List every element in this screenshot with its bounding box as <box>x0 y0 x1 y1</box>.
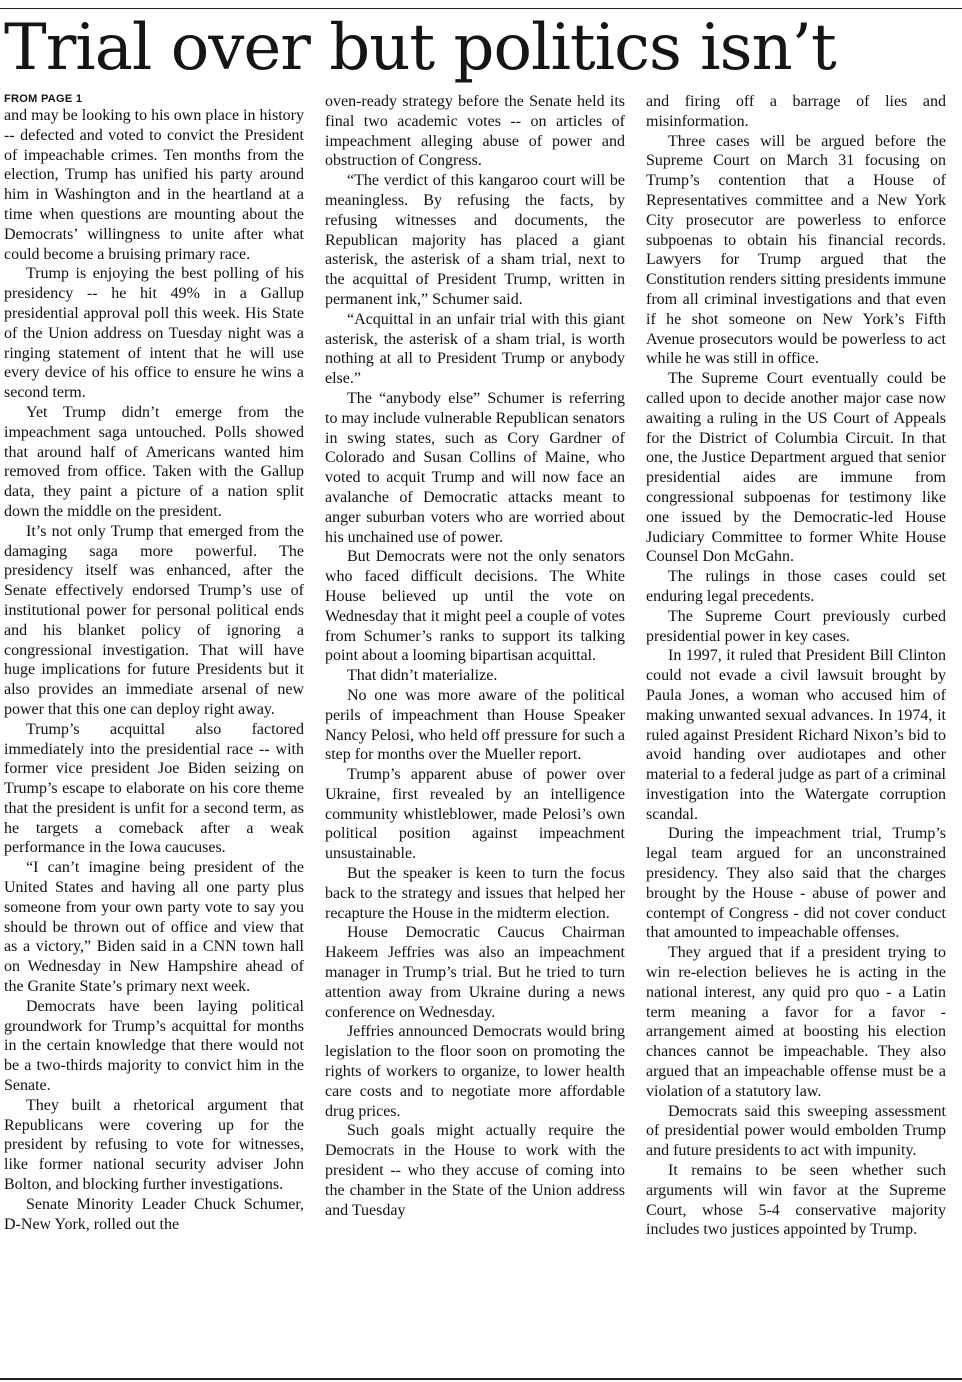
article-body <box>4 92 948 1374</box>
paragraph: Jeffries announced Democrats would bring legislation to the floor soon on promoting the rights of workers to organize, to lower health care costs and to negotiate more affordable drug prices. <box>325 1023 625 1120</box>
paragraph: The Supreme Court previously curbed presidential power in key cases. <box>646 607 946 645</box>
paragraph: They argued that if a president trying to win re-election believes he is acting in the national interest, any quid pro quo - a Latin term meaning a favor for a favor - arrangement aimed at boosting his election chances cannot be impeachable. They also argued that an impeachable offense must be a violation of a statutory law. <box>646 944 946 1100</box>
paragraph: “I can’t imagine being president of the United States and having all one party plus someone from your own party vote to say you should be thrown out of office and view that as a victory,” Biden said in a CNN town hall on Wednesday in New Hampshire ahead of the Granite State’s primary next week. <box>4 859 304 996</box>
paragraph: It remains to be seen whether such arguments will win favor at the Supreme Court, whose 5-4 conservative majority includes two justices appointed by Trump. <box>646 1162 946 1239</box>
paragraph: House Democratic Caucus Chairman Hakeem Jeffries was also an impeachment manager in Trump’s trial. But he tried to turn attention away from Ukraine during a news conference on Wednesday. <box>325 924 625 1021</box>
paragraph: and firing off a barrage of lies and misinformation. <box>646 93 946 130</box>
paragraph: The “anybody else” Schumer is referring to may include vulnerable Republican senators in swing states, such as Cory Gardner of Colorado and Susan Collins of Maine, who voted to acquit Trump and will now face an avalanche of Democratic attacks meant to anger suburban voters who are worried about his unchained use of power. <box>325 389 625 546</box>
paragraph: Democrats said this sweeping assessment of presidential power would embolden Trump and future presidents to act with impunity. <box>646 1102 946 1160</box>
paragraph: Such goals might actually require the Democrats in the House to work with the president -- who they accuse of coming into the chamber in the State of the Union address and Tuesday <box>325 1122 625 1219</box>
column-3 <box>646 92 946 1374</box>
paragraph: But the speaker is keen to turn the focus back to the strategy and issues that helped her recapture the House in the midterm election. <box>325 865 625 922</box>
paragraph: Trump’s apparent abuse of power over Ukraine, first revealed by an intelligence community whistleblower, made Pelosi’s own political position against impeachment unsustainable. <box>325 766 625 863</box>
bottom-rule <box>0 1378 962 1380</box>
paragraph: No one was more aware of the political perils of impeachment than House Speaker Nancy Pelosi, who held off pressure for such a step for months over the Mueller report. <box>325 686 625 764</box>
paragraph: Three cases will be argued before the Supreme Court on March 31 focusing on Trump’s contention that a House of Representatives committee and a New York City prosecutor are powerless to enforce subpoenas to obtain his financial records. Lawyers for Trump argued that the Constitution renders sitting presidents immune from all criminal investigations and that even if he shot someone on New York’s Fifth Avenue prosecutors would be powerless to act while he was still in office. <box>646 132 946 368</box>
headline: Trial over but politics isn’t <box>4 11 836 85</box>
paragraph: The Supreme Court eventually could be called upon to decide another major case now awaiting a ruling in the US Court of Appeals for the District of Columbia Circuit. In that one, the Justice Department argued that senior presidential aides are immune from congressional subpoenas for testimony like one issued by the Democratic-led House Judiciary Committee to former White House Counsel Don McGahn. <box>646 370 946 566</box>
paragraph: Trump’s acquittal also factored immediately into the presidential race -- with former vice president Joe Biden seizing on Trump’s escape to elaborate on his core theme that the president is unfit for a second term, as he targets a comeback after a weak performance in the Iowa caucuses. <box>4 720 304 857</box>
paragraph: oven-ready strategy before the Senate held its final two academic votes -- on articles of impeachment alleging abuse of power and obstruction of Congress. <box>325 93 625 170</box>
paragraph: Democrats have been laying political groundwork for Trump’s acquittal for months in the certain knowledge that there would not be a two-thirds majority to convict him in the Senate. <box>4 997 304 1095</box>
paragraph: Senate Minority Leader Chuck Schumer, D-New York, rolled out the <box>4 1195 304 1233</box>
column-1 <box>4 92 304 1374</box>
paragraph: It’s not only Trump that emerged from the damaging saga more powerful. The presidency itself was enhanced, after the Senate effectively endorsed Trump’s use of institutional power for personal political ends and his blanket policy of ignoring a congressional investigation. That will have huge implications for future Presidents but it also provides an immediate arsenal of new power that this one can deploy right away. <box>4 522 304 718</box>
paragraph: and may be looking to his own place in history -- defected and voted to convict the President of impeachable crimes. Ten months from the election, Trump has unified his party around him in Washington and in the heartland at a time when questions are mounting about the Democrats’ willingness to unite after what could become a bruising primary race. <box>4 107 304 263</box>
top-rule <box>0 8 962 9</box>
paragraph: “The verdict of this kangaroo court will be meaningless. By refusing the facts, by refusing witnesses and documents, the Republican majority has placed a giant asterisk, the asterisk of a sham trial, next to the acquittal of President Trump, written in permanent ink,” Schumer said. <box>325 172 625 308</box>
paragraph: In 1997, it ruled that President Bill Clinton could not evade a civil lawsuit brought by Paula Jones, a woman who accused him of making unwanted sexual advances. In 1974, it ruled against President Richard Nixon’s bid to avoid handing over audiotapes and other material to a federal judge as part of a criminal investigation into the Watergate corruption scandal. <box>646 647 946 823</box>
paragraph: The rulings in those cases could set enduring legal precedents. <box>646 568 946 605</box>
paragraph: That didn’t materialize. <box>347 667 498 685</box>
paragraph: Yet Trump didn’t emerge from the impeachment saga untouched. Polls showed that around half of Americans wanted him removed from office. Taken with the Gallup data, they paint a picture of a nation split down the middle on the president. <box>4 403 304 520</box>
paragraph: But Democrats were not the only senators who faced difficult decisions. The White House believed up until the vote on Wednesday that it might peel a couple of votes from Schumer’s ranks to support its talking point about a looming bipartisan acquittal. <box>325 548 625 665</box>
paragraph: “Acquittal in an unfair trial with this giant asterisk, the asterisk of a sham trial, is worth nothing at all to President Trump or anybody else.” <box>325 310 625 388</box>
column-2 <box>325 92 625 1374</box>
paragraph: Trump is enjoying the best polling of his presidency -- he hit 49% in a Gallup presidential approval poll this week. His State of the Union address on Tuesday night was a ringing statement of intent that he will use every device of his office to ensure he wins a second term. <box>4 265 304 402</box>
jump-label: FROM PAGE 1 <box>4 93 83 105</box>
paragraph: They built a rhetorical argument that Republicans were covering up for the president by refusing to vote for witnesses, like former national security adviser John Bolton, and blocking further investigations. <box>4 1096 304 1194</box>
paragraph: During the impeachment trial, Trump’s legal team argued for an unconstrained presidency. They also said that the charges brought by the House - abuse of power and contempt of Congress - did not cover conduct that amounted to impeachable offenses. <box>646 825 946 942</box>
